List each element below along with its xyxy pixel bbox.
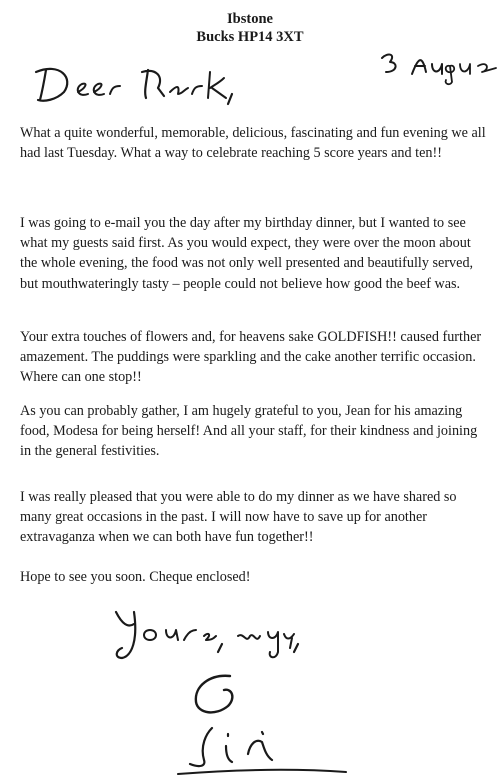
paragraph-3: Your extra touches of flowers and, for heavens sake GOLDFISH!! caused further amazement. The puddings were sparkling and the cake another terrific occasion. Where can one stop!! [20, 329, 482, 386]
handwritten-date [378, 48, 500, 88]
address-line-2: Bucks HP14 3XT [196, 29, 304, 45]
handwritten-salutation [30, 58, 260, 118]
paragraph-5: I was really pleased that you were able to do my dinner as we have shared so many great occasions in the past. I will now have to save up for another extravaganza when we can both have fun together!! [20, 489, 457, 546]
paragraph-2: I was going to e-mail you the day after my birthday dinner, but I wanted to see what my guests said first. As you would expect, they were over the moon about the whole evening, the food was not only well presented and beautifully served, but mouthwateringly tasty – people could not believe how good the beef was. [20, 215, 474, 292]
paragraph-4: As you can probably gather, I am hugely grateful to you, Jean for his amazing food, Modesa for being herself! And all your staff, for their kindness and joining in the general festivities. [20, 403, 478, 460]
paragraph-1: What a quite wonderful, memorable, delicious, fascinating and fun evening we all had last Tuesday. What a way to celebrate reaching 5 score years and ten!! [20, 125, 486, 162]
handwritten-signature [170, 668, 350, 780]
address-line-1: Ibstone [227, 11, 273, 27]
handwritten-closing [108, 600, 308, 670]
paragraph-6: Hope to see you soon. Cheque enclosed! [20, 569, 251, 585]
